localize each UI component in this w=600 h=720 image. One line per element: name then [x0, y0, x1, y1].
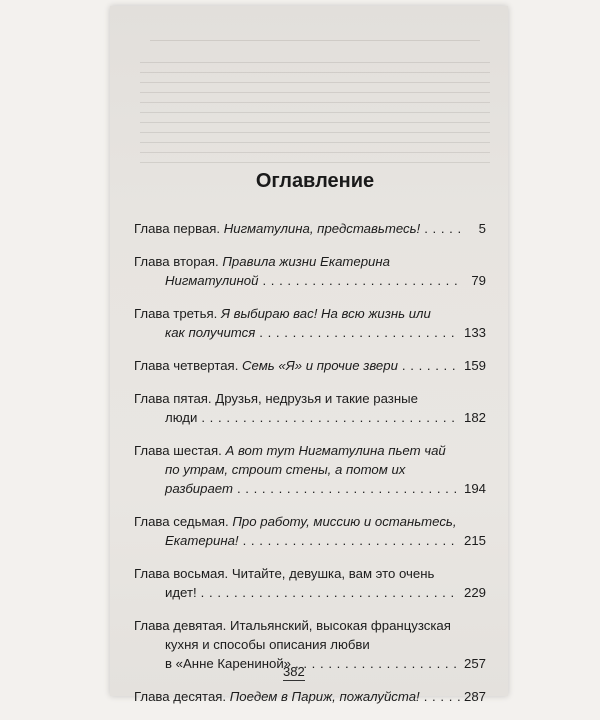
chapter-title: кухня и способы описания любви [165, 637, 370, 652]
toc-entry-line [134, 460, 486, 479]
toc-title: Оглавление [255, 170, 375, 192]
toc-entry-text [165, 271, 258, 290]
chapter-title: Я выбираю вас! На всю жизнь или [220, 306, 431, 321]
toc-entry-text [134, 441, 446, 460]
chapter-title: Правила жизни Екатерина [222, 254, 390, 269]
dot-leader [424, 687, 460, 706]
toc-entry-line [134, 408, 486, 427]
chapter-title: Поедем в Париж, пожалуйста! [229, 689, 420, 704]
chapter-title: в «Анне Карениной» [165, 656, 292, 671]
chapter-title: А вот тут Нигматулина пьет чай [225, 443, 446, 458]
chapter-label: Глава шестая. [134, 443, 226, 458]
toc-entry-text [134, 564, 434, 583]
chapter-label: Глава восьмая. [134, 566, 232, 581]
toc-entry-line [134, 323, 486, 342]
toc-entry-line [134, 687, 486, 706]
toc-entry-line [134, 531, 486, 550]
dot-leader [259, 323, 460, 342]
toc-entry [134, 564, 486, 602]
chapter-label: Глава девятая. [134, 618, 231, 633]
toc-entry-text [165, 531, 239, 550]
toc-page-number: 159 [463, 358, 486, 373]
toc-entry-line [134, 389, 486, 408]
chapter-title: Итальянский, высокая французская [230, 618, 451, 633]
toc-entry-line [134, 219, 486, 238]
chapter-label: Глава седьмая. [134, 514, 233, 529]
toc-entry-line [134, 356, 486, 375]
toc-page-number: 194 [463, 481, 486, 496]
toc-entry [134, 441, 486, 498]
toc-entry-line [134, 271, 486, 290]
chapter-title: люди [165, 410, 198, 425]
chapter-title: Читайте, девушка, вам это очень [231, 566, 435, 581]
toc-entry [134, 512, 486, 550]
toc-entry-line [134, 252, 486, 271]
toc-entry-line [134, 479, 486, 498]
toc-entry-line [134, 583, 486, 602]
toc-entry-text [165, 583, 197, 602]
chapter-title: Нигматулина, представьтесь! [223, 221, 421, 236]
chapter-label: Глава первая. [134, 221, 224, 236]
bleed-through-rule [150, 40, 480, 41]
dot-leader [201, 583, 460, 602]
chapter-title: Друзья, недрузья и такие разные [215, 391, 418, 406]
toc-entry [134, 687, 486, 706]
chapter-title: Про работу, миссию и останьтесь, [232, 514, 457, 529]
toc-entry-line [134, 635, 486, 654]
toc-entry-text [134, 616, 451, 635]
dot-leader [295, 654, 460, 673]
toc-page-number: 257 [463, 656, 486, 671]
chapter-title: разбирает [165, 481, 233, 496]
toc-entry-text [134, 252, 390, 271]
chapter-label: Глава пятая. [134, 391, 216, 406]
toc-entry-line [134, 441, 486, 460]
toc-page-number: 133 [463, 325, 486, 340]
toc-entry [134, 616, 486, 673]
toc-page-number: 5 [478, 221, 486, 236]
toc-entry-text [165, 654, 291, 673]
toc-entry-text [134, 512, 457, 531]
toc-page-number: 229 [463, 585, 486, 600]
toc-entry [134, 219, 486, 238]
dot-leader [424, 219, 460, 238]
toc-entry-line [134, 304, 486, 323]
chapter-title: идет! [165, 585, 197, 600]
toc-entry-text [165, 460, 405, 479]
chapter-label: Глава десятая. [134, 689, 230, 704]
toc-entry-text [134, 219, 420, 238]
chapter-title: Семь «Я» и прочие звери [242, 358, 398, 373]
toc-entry-text [134, 687, 420, 706]
chapter-title: как получится [165, 325, 256, 340]
page-number: 382 [283, 664, 305, 679]
toc-entry-text [165, 635, 370, 654]
table-of-contents [134, 219, 486, 720]
chapter-label: Глава вторая. [134, 254, 223, 269]
dot-leader [201, 408, 460, 427]
toc-entry [134, 304, 486, 342]
toc-entry-text [134, 304, 431, 323]
toc-entry [134, 356, 486, 375]
dot-leader [243, 531, 460, 550]
toc-entry-text [165, 479, 233, 498]
toc-entry [134, 252, 486, 290]
toc-entry-text [134, 356, 398, 375]
dot-leader [402, 356, 460, 375]
toc-page-number: 215 [463, 533, 486, 548]
toc-page-number: 182 [463, 410, 486, 425]
toc-entry-line [134, 564, 486, 583]
dot-leader [262, 271, 460, 290]
toc-entry-line [134, 512, 486, 531]
toc-page-number: 79 [471, 273, 486, 288]
chapter-title: Нигматулиной [165, 273, 259, 288]
chapter-label: Глава третья. [134, 306, 221, 321]
bleed-through-text [140, 62, 490, 182]
chapter-title: по утрам, строит стены, а потом их [165, 462, 406, 477]
toc-entry [134, 389, 486, 427]
chapter-label: Глава четвертая. [134, 358, 243, 373]
chapter-title: Екатерина! [165, 533, 239, 548]
toc-entry-text [165, 408, 197, 427]
dot-leader [237, 479, 460, 498]
toc-entry-line [134, 616, 486, 635]
toc-entry-text [134, 389, 418, 408]
toc-entry-line [134, 654, 486, 673]
toc-entry-text [165, 323, 255, 342]
toc-page-number: 287 [463, 689, 486, 704]
